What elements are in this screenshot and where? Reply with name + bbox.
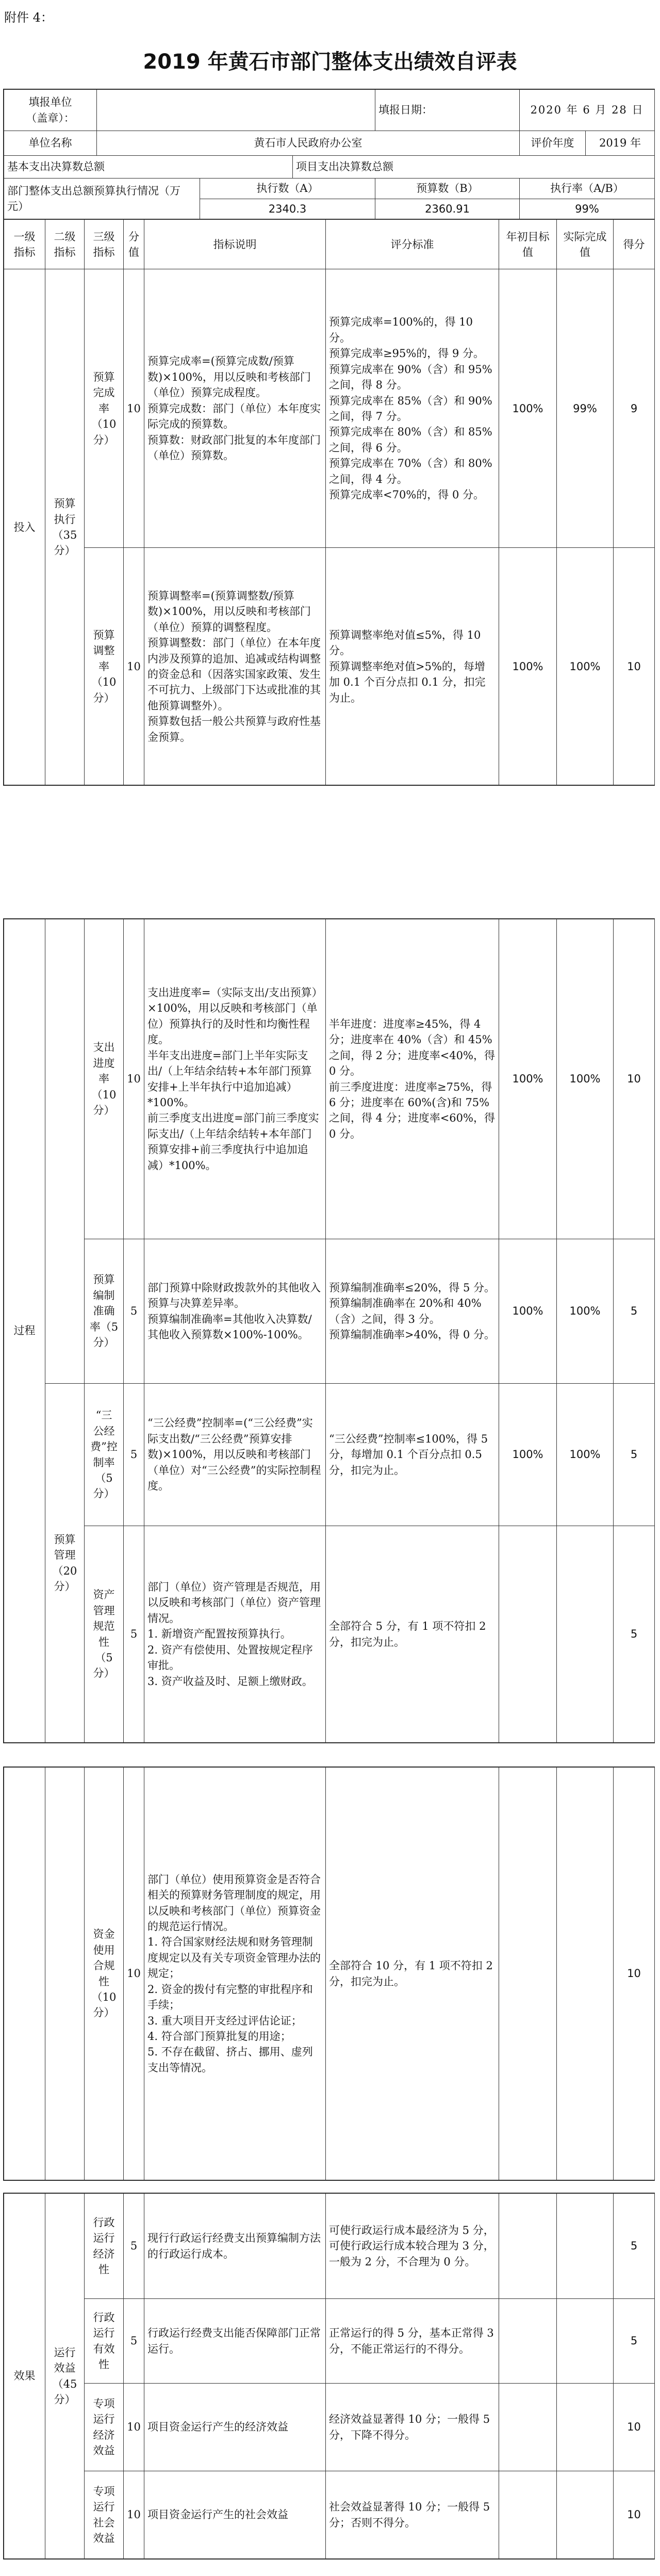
col-desc-header: 指标说明 bbox=[144, 220, 326, 269]
points-cell: 10 bbox=[124, 1768, 144, 2180]
desc-cell: 预算调整率=(预算调整数/预算数)×100%，用以反映和考核部门（单位）预算的调整程度。 预算调整数：部门（单位）在本年度内涉及预算的追加、追减或结构调整的资金总和（因落实国家政策、发生不可抗力、上级部门下达或批准的其他预算调整外）。 预算数包括一般公共预算与政府性基金预算。 bbox=[144, 548, 326, 785]
criteria-cell: 预算调整率绝对值≤5%，得 10 分。 预算调整率绝对值>5%的，每增加 0.1 个百分点扣 0.1 分，扣完为止。 bbox=[326, 548, 499, 785]
table-row bbox=[4, 2471, 655, 2559]
l2-cell: 运行 效益 （45 分） bbox=[45, 2194, 85, 2559]
score-cell: 10 bbox=[614, 919, 655, 1239]
basic-total-label: 基本支出决算数总额 bbox=[4, 156, 293, 179]
l2-cell bbox=[45, 919, 85, 1384]
actual-cell bbox=[557, 1526, 614, 1743]
actual-cell bbox=[557, 2471, 614, 2559]
target-cell: 100% bbox=[499, 919, 557, 1239]
section-4-table bbox=[4, 2193, 655, 2559]
col-actual-header: 实际完成值 bbox=[557, 220, 614, 269]
l3-cell: 资产 管理 规范 性 （5 分） bbox=[85, 1526, 124, 1743]
table-row bbox=[4, 1239, 655, 1384]
criteria-cell: 半年进度：进度率≥45%，得 4 分；进度率在 40%（含）和 45%之间，得 2 分；进度率<40%，得 0 分。 前三季度进度：进度率≥75%，得 6 分；进度率在 60%(含)和 75%之间，得 4 分；进度率<60%，得 0 分。 bbox=[326, 919, 499, 1239]
desc-cell: 行政运行经费支出能否保障部门正常运行。 bbox=[144, 2299, 326, 2384]
overall-budget-label: 部门整体支出总额预算执行情况（万元） bbox=[4, 179, 200, 219]
l1-cell: 效果 bbox=[4, 2194, 45, 2559]
col-l1-header: 一级 指标 bbox=[4, 220, 45, 269]
criteria-cell: 全部符合 10 分，有 1 项不符扣 2 分，扣完为止。 bbox=[326, 1768, 499, 2180]
l3-cell: 预算 完成 率 （10 分） bbox=[85, 269, 124, 548]
l3-cell: 专项 运行 社会 效益 bbox=[85, 2471, 124, 2559]
criteria-cell: 全部符合 5 分，有 1 项不符扣 2 分，扣完为止。 bbox=[326, 1526, 499, 1743]
actual-cell bbox=[557, 2384, 614, 2471]
section-3-table bbox=[4, 1767, 655, 2180]
table-row bbox=[4, 2384, 655, 2471]
actual-cell: 100% bbox=[557, 548, 614, 785]
l3-cell: 支出 进度 率 （10 分） bbox=[85, 919, 124, 1239]
criteria-cell: 预算完成率=100%的，得 10 分。 预算完成率≥95%的，得 9 分。 预算完成率在 90%（含）和 95%之间，得 8 分。 预算完成率在 85%（含）和 90%之间，得 7 分。 预算完成率在 80%（含）和 85%之间，得 6 分。 预算完成率在 70%（含）和 80%之间，得 4 分。 预算完成率<70%的，得 0 分。 bbox=[326, 269, 499, 548]
points-cell: 5 bbox=[124, 2194, 144, 2299]
criteria-cell: 可使行政运行成本最经济为 5 分，可使行政运行成本较合理为 3 分，一般为 2 分，不合理为 0 分。 bbox=[326, 2194, 499, 2299]
budget-value: 2360.91 bbox=[375, 199, 520, 219]
col-l3-header: 三级 指标 bbox=[85, 220, 124, 269]
desc-cell: “三公经费”控制率=(“三公经费”实际支出数/“三公经费”预算安排数)×100%，用以反映和考核部门（单位）对“三公经费”的实际控制程度。 bbox=[144, 1384, 326, 1526]
l1-cell bbox=[4, 1768, 45, 2180]
score-cell: 10 bbox=[614, 548, 655, 785]
l1-cell: 过程 bbox=[4, 919, 45, 1743]
actual-cell bbox=[557, 1768, 614, 2180]
attachment-label: 附件 4： bbox=[4, 10, 53, 25]
l2-cell: 预算 管理 （20 分） bbox=[45, 1384, 85, 1743]
points-cell: 10 bbox=[124, 548, 144, 785]
page-1 bbox=[3, 89, 655, 786]
l3-cell: “三 公经 费”控 制率 （5 分） bbox=[85, 1384, 124, 1526]
fill-date-label: 填报日期： bbox=[375, 90, 520, 131]
score-cell: 10 bbox=[614, 2471, 655, 2559]
actual-cell bbox=[557, 2194, 614, 2299]
section-1-table bbox=[4, 219, 655, 785]
desc-cell: 现行行政运行经费支出预算编制方法的行政运行成本。 bbox=[144, 2194, 326, 2299]
table-row bbox=[4, 1526, 655, 1743]
project-total-label: 项目支出决算数总额 bbox=[293, 156, 655, 179]
l1-cell: 投入 bbox=[4, 269, 45, 785]
table-row bbox=[4, 2194, 655, 2299]
criteria-cell: “三公经费”控制率≤100%，得 5 分，每增加 0.1 个百分点扣 0.5 分，扣完为止。 bbox=[326, 1384, 499, 1526]
col-points-header: 分 值 bbox=[124, 220, 144, 269]
col-criteria-header: 评分标准 bbox=[326, 220, 499, 269]
desc-cell: 预算完成率=(预算完成数/预算数)×100%，用以反映和考核部门（单位）预算完成程度。 预算完成数：部门（单位）本年度实际完成的预算数。 预算数：财政部门批复的本年度部门（单位）预算数。 bbox=[144, 269, 326, 548]
target-cell bbox=[499, 1526, 557, 1743]
l3-cell: 专项 运行 经济 效益 bbox=[85, 2384, 124, 2471]
score-cell: 5 bbox=[614, 1526, 655, 1743]
page-2 bbox=[3, 918, 655, 1743]
fill-date-value: 2020 年 6 月 28 日 bbox=[520, 90, 655, 131]
criteria-cell: 正常运行的得 5 分，基本正常得 3 分，不能正常运行的不得分。 bbox=[326, 2299, 499, 2384]
score-cell: 5 bbox=[614, 2194, 655, 2299]
score-cell: 9 bbox=[614, 269, 655, 548]
budget-label: 预算数（B） bbox=[375, 179, 520, 199]
target-cell: 100% bbox=[499, 548, 557, 785]
points-cell: 10 bbox=[124, 919, 144, 1239]
eval-year-label: 评价年度 bbox=[520, 131, 586, 156]
exec-value: 2340.3 bbox=[200, 199, 375, 219]
desc-cell: 部门（单位）使用预算资金是否符合相关的预算财务管理制度的规定，用以反映和考核部门（单位）预算资金的规范运行情况。 1. 符合国家财经法规和财务管理制度规定以及有关专项资金管理办法的规定； 2. 资金的拨付有完整的审批程序和手续； 3. 重大项目开支经过评估论证； 4. 符合部门预算批复的用途； 5. 不存在截留、挤占、挪用、虚列支出等情况。 bbox=[144, 1768, 326, 2180]
target-cell bbox=[499, 2299, 557, 2384]
points-cell: 5 bbox=[124, 1239, 144, 1384]
desc-cell: 部门预算中除财政拨款外的其他收入预算与决算差异率。 预算编制准确率=其他收入决算数/其他收入预算数×100%-100%。 bbox=[144, 1239, 326, 1384]
score-cell: 5 bbox=[614, 1384, 655, 1526]
l2-cell bbox=[45, 1768, 85, 2180]
col-l2-header: 二级 指标 bbox=[45, 220, 85, 269]
table-row bbox=[4, 919, 655, 1239]
actual-cell bbox=[557, 2299, 614, 2384]
target-cell: 100% bbox=[499, 269, 557, 548]
target-cell bbox=[499, 2384, 557, 2471]
l2-cell: 预算 执行 （35 分） bbox=[45, 269, 85, 785]
target-cell: 100% bbox=[499, 1384, 557, 1526]
actual-cell: 100% bbox=[557, 1384, 614, 1526]
unit-name-value: 黄石市人民政府办公室 bbox=[97, 131, 520, 156]
points-cell: 5 bbox=[124, 2299, 144, 2384]
l3-cell: 行政 运行 有效 性 bbox=[85, 2299, 124, 2384]
target-cell: 100% bbox=[499, 1239, 557, 1384]
col-target-header: 年初目标值 bbox=[499, 220, 557, 269]
points-cell: 10 bbox=[124, 2471, 144, 2559]
desc-cell: 部门（单位）资产管理是否规范，用以反映和考核部门（单位）资产管理情况。 1. 新增资产配置按预算执行。 2. 资产有偿使用、处置按规定程序审批。 3. 资产收益及时、足额上缴财政。 bbox=[144, 1526, 326, 1743]
actual-cell: 99% bbox=[557, 269, 614, 548]
col-score-header: 得分 bbox=[614, 220, 655, 269]
score-cell: 10 bbox=[614, 1768, 655, 2180]
table-row bbox=[4, 269, 655, 548]
actual-cell: 100% bbox=[557, 919, 614, 1239]
criteria-cell: 预算编制准确率≤20%，得 5 分。 预算编制准确率在 20%和 40%（含）之间，得 3 分。 预算编制准确率>40%，得 0 分。 bbox=[326, 1239, 499, 1384]
unit-name-label: 单位名称 bbox=[4, 131, 97, 156]
table-row bbox=[4, 1768, 655, 2180]
table-row bbox=[4, 1384, 655, 1526]
exec-label: 执行数（A） bbox=[200, 179, 375, 199]
points-cell: 10 bbox=[124, 269, 144, 548]
target-cell bbox=[499, 2471, 557, 2559]
score-cell: 10 bbox=[614, 2384, 655, 2471]
score-cell: 5 bbox=[614, 1239, 655, 1384]
score-cell: 5 bbox=[614, 2299, 655, 2384]
header-table bbox=[4, 89, 655, 219]
criteria-cell: 社会效益显著得 10 分；一般得 5 分；否则不得分。 bbox=[326, 2471, 499, 2559]
fill-unit-label: 填报单位 （盖章）： bbox=[4, 90, 97, 131]
l3-cell: 预算 调整 率 （10 分） bbox=[85, 548, 124, 785]
eval-year-value: 2019 年 bbox=[586, 131, 655, 156]
actual-cell: 100% bbox=[557, 1239, 614, 1384]
l3-cell: 预算 编制 准确 率（5 分） bbox=[85, 1239, 124, 1384]
document-title: 2019 年黄石市部门整体支出绩效自评表 bbox=[143, 50, 517, 74]
target-cell bbox=[499, 2194, 557, 2299]
rate-value: 99% bbox=[520, 199, 655, 219]
rate-label: 执行率（A/B） bbox=[520, 179, 655, 199]
fill-unit-value bbox=[97, 90, 375, 131]
points-cell: 5 bbox=[124, 1526, 144, 1743]
table-row bbox=[4, 2299, 655, 2384]
page-3 bbox=[3, 1767, 655, 2181]
l3-cell: 资金 使用 合规 性 （10 分） bbox=[85, 1768, 124, 2180]
criteria-cell: 经济效益显著得 10 分；一般得 5 分，下降不得分。 bbox=[326, 2384, 499, 2471]
section-2-table bbox=[4, 919, 655, 1743]
table-row bbox=[4, 548, 655, 785]
desc-cell: 支出进度率=（实际支出/支出预算）×100%，用以反映和考核部门（单位）预算执行的及时性和均衡性程度。 半年支出进度=部门上半年实际支出/（上年结余结转+本年部门预算安排+上半年执行中追加追减）*100%。 前三季度支出进度=部门前三季度实际支出/（上年结余结转+本年部门预算安排+前三季度执行中追加追减）*100%。 bbox=[144, 919, 326, 1239]
points-cell: 5 bbox=[124, 1384, 144, 1526]
page-4 bbox=[3, 2193, 655, 2559]
desc-cell: 项目资金运行产生的经济效益 bbox=[144, 2384, 326, 2471]
target-cell bbox=[499, 1768, 557, 2180]
points-cell: 10 bbox=[124, 2384, 144, 2471]
desc-cell: 项目资金运行产生的社会效益 bbox=[144, 2471, 326, 2559]
l3-cell: 行政 运行 经济 性 bbox=[85, 2194, 124, 2299]
